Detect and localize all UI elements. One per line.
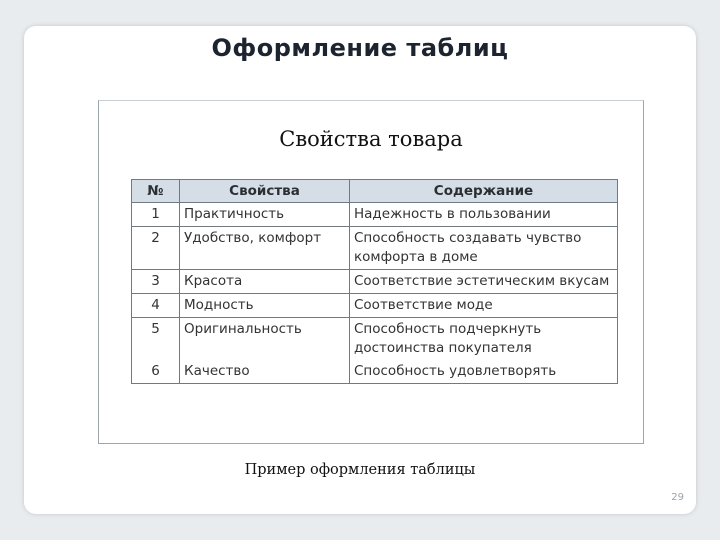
row-number: 5: [132, 318, 180, 361]
row-property: Красота: [180, 270, 350, 294]
row-number: 3: [132, 270, 180, 294]
header-property: Свойства: [180, 180, 350, 203]
table-row: [132, 360, 618, 384]
table-caption: Пример оформления таблицы: [244, 462, 476, 478]
row-number: 6: [132, 360, 180, 384]
table-row: [132, 294, 618, 318]
row-number: 2: [132, 227, 180, 270]
row-property: Удобство, комфорт: [180, 227, 350, 270]
row-property: Оригинальность: [180, 318, 350, 361]
table-heading: Свойства товара: [279, 127, 463, 151]
row-content: Способность подчеркнуть достоинства покупателя: [350, 318, 618, 361]
row-content: Способность создавать чувство комфорта в доме: [350, 227, 618, 270]
page-number: 29: [671, 492, 684, 503]
row-number: 4: [132, 294, 180, 318]
table-row: [132, 203, 618, 227]
row-content: Способность удовлетворять: [350, 360, 618, 384]
header-number: №: [132, 180, 180, 203]
properties-table: [131, 179, 618, 384]
row-property: Практичность: [180, 203, 350, 227]
header-content: Содержание: [350, 180, 618, 203]
slide: [24, 26, 696, 514]
table-row: [132, 227, 618, 270]
row-number: 1: [132, 203, 180, 227]
table-figure: [98, 100, 644, 444]
row-content: Надежность в пользовании: [350, 203, 618, 227]
row-content: Соответствие моде: [350, 294, 618, 318]
table-row: [132, 318, 618, 361]
table-header-row: [132, 180, 618, 203]
row-property: Модность: [180, 294, 350, 318]
row-property: Качество: [180, 360, 350, 384]
row-content: Соответствие эстетическим вкусам: [350, 270, 618, 294]
slide-title: Оформление таблиц: [211, 34, 509, 62]
table-row: [132, 270, 618, 294]
